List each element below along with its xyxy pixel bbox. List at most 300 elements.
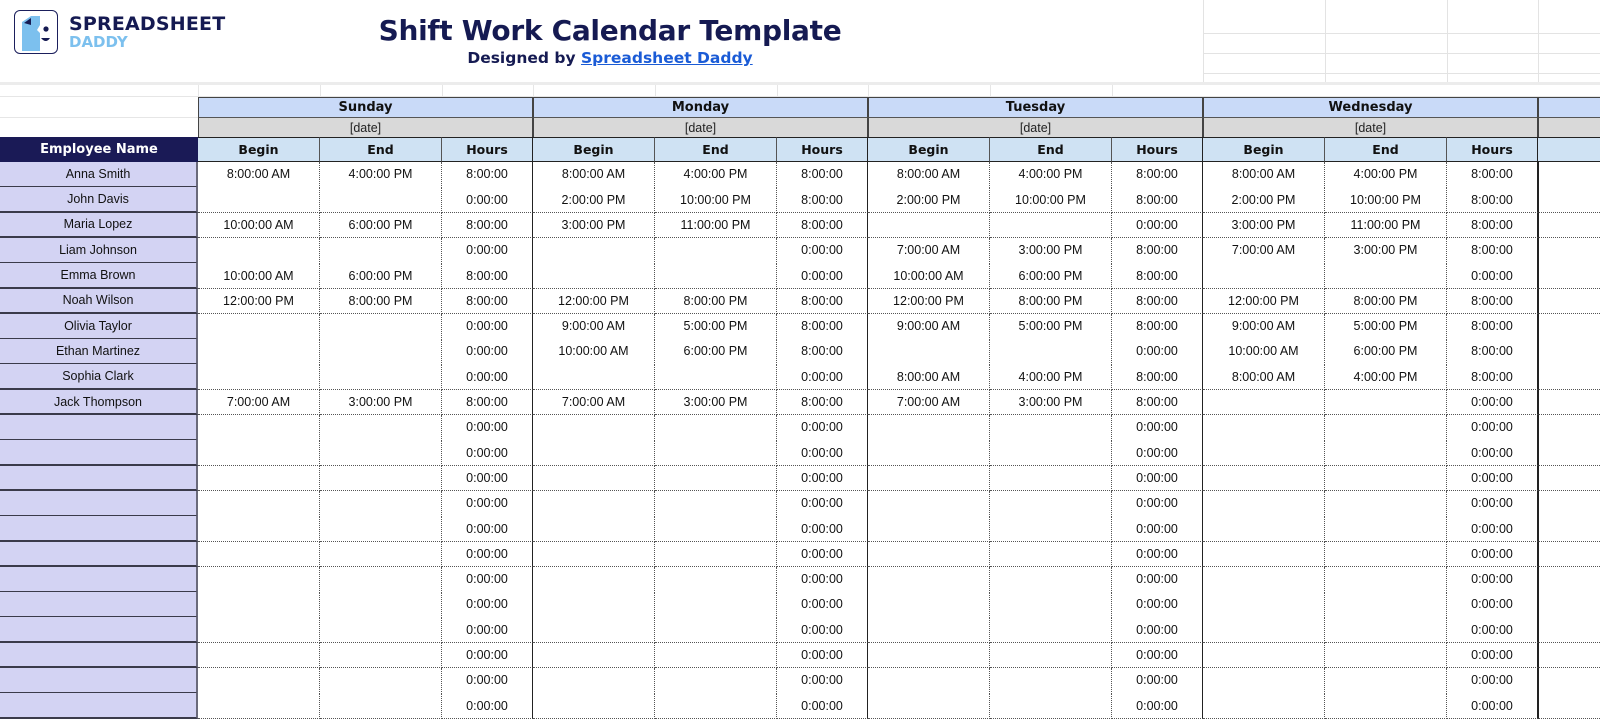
partial-cell[interactable] xyxy=(1538,238,1600,264)
employee-name-cell[interactable] xyxy=(0,567,198,593)
end-time-cell[interactable] xyxy=(1325,491,1447,517)
hours-cell[interactable]: 0:00:00 xyxy=(1112,466,1203,492)
end-time-cell[interactable] xyxy=(990,491,1112,517)
begin-time-cell[interactable] xyxy=(533,440,655,466)
employee-name-cell[interactable] xyxy=(0,592,198,618)
begin-time-cell[interactable] xyxy=(1203,491,1325,517)
begin-time-cell[interactable]: 2:00:00 PM xyxy=(868,187,990,213)
begin-time-cell[interactable]: 12:00:00 PM xyxy=(198,289,320,315)
employee-name-cell[interactable]: Maria Lopez xyxy=(0,213,198,239)
hours-cell[interactable]: 8:00:00 xyxy=(1447,238,1538,264)
end-time-cell[interactable] xyxy=(655,238,777,264)
hours-cell[interactable]: 0:00:00 xyxy=(442,693,533,719)
hours-cell[interactable]: 8:00:00 xyxy=(777,314,868,340)
begin-time-cell[interactable]: 12:00:00 PM xyxy=(868,289,990,315)
partial-cell[interactable] xyxy=(1538,440,1600,466)
employee-name-cell[interactable]: John Davis xyxy=(0,187,198,213)
end-time-cell[interactable] xyxy=(655,693,777,719)
hours-cell[interactable]: 0:00:00 xyxy=(1447,440,1538,466)
end-time-cell[interactable]: 10:00:00 PM xyxy=(990,187,1112,213)
begin-time-cell[interactable] xyxy=(868,592,990,618)
end-time-cell[interactable] xyxy=(1325,693,1447,719)
partial-cell[interactable] xyxy=(1538,693,1600,719)
begin-time-cell[interactable] xyxy=(868,567,990,593)
hours-cell[interactable]: 8:00:00 xyxy=(777,187,868,213)
hours-cell[interactable]: 0:00:00 xyxy=(1112,213,1203,239)
hours-cell[interactable]: 0:00:00 xyxy=(1447,516,1538,542)
begin-time-cell[interactable] xyxy=(1203,693,1325,719)
end-time-cell[interactable]: 8:00:00 PM xyxy=(990,289,1112,315)
begin-time-cell[interactable] xyxy=(1203,466,1325,492)
begin-time-cell[interactable]: 10:00:00 AM xyxy=(198,263,320,289)
end-time-cell[interactable] xyxy=(990,466,1112,492)
begin-time-cell[interactable]: 3:00:00 PM xyxy=(1203,213,1325,239)
begin-time-cell[interactable] xyxy=(198,617,320,643)
hours-cell[interactable]: 0:00:00 xyxy=(1112,516,1203,542)
hours-cell[interactable]: 0:00:00 xyxy=(777,440,868,466)
end-time-cell[interactable] xyxy=(655,263,777,289)
hours-cell[interactable]: 0:00:00 xyxy=(777,516,868,542)
end-time-cell[interactable]: 3:00:00 PM xyxy=(1325,238,1447,264)
hours-cell[interactable]: 0:00:00 xyxy=(777,567,868,593)
hours-cell[interactable]: 0:00:00 xyxy=(777,491,868,517)
hours-cell[interactable]: 8:00:00 xyxy=(777,289,868,315)
hours-cell[interactable]: 0:00:00 xyxy=(1112,415,1203,441)
begin-time-cell[interactable]: 7:00:00 AM xyxy=(198,390,320,416)
employee-name-cell[interactable]: Noah Wilson xyxy=(0,289,198,315)
end-time-cell[interactable] xyxy=(1325,617,1447,643)
end-time-cell[interactable] xyxy=(320,339,442,365)
day-header-monday[interactable]: Monday xyxy=(533,97,868,118)
hours-cell[interactable]: 8:00:00 xyxy=(1112,364,1203,390)
partial-cell[interactable] xyxy=(1538,567,1600,593)
hours-cell[interactable]: 0:00:00 xyxy=(1112,668,1203,694)
hours-cell[interactable]: 0:00:00 xyxy=(1447,415,1538,441)
begin-time-cell[interactable] xyxy=(198,314,320,340)
begin-time-cell[interactable]: 10:00:00 AM xyxy=(868,263,990,289)
end-time-cell[interactable] xyxy=(990,415,1112,441)
begin-time-cell[interactable]: 8:00:00 AM xyxy=(198,162,320,188)
hours-cell[interactable]: 0:00:00 xyxy=(1112,567,1203,593)
employee-name-cell[interactable] xyxy=(0,617,198,643)
hours-cell[interactable]: 0:00:00 xyxy=(777,592,868,618)
begin-time-cell[interactable]: 10:00:00 AM xyxy=(1203,339,1325,365)
hours-cell[interactable]: 0:00:00 xyxy=(777,364,868,390)
hours-cell[interactable]: 0:00:00 xyxy=(777,617,868,643)
partial-cell[interactable] xyxy=(1538,466,1600,492)
hours-cell[interactable]: 0:00:00 xyxy=(1447,466,1538,492)
end-time-cell[interactable]: 5:00:00 PM xyxy=(1325,314,1447,340)
hours-cell[interactable]: 8:00:00 xyxy=(1112,187,1203,213)
end-time-cell[interactable] xyxy=(320,617,442,643)
employee-name-cell[interactable]: Olivia Taylor xyxy=(0,314,198,340)
hours-cell[interactable]: 0:00:00 xyxy=(1447,390,1538,416)
begin-time-cell[interactable] xyxy=(533,542,655,568)
end-time-cell[interactable] xyxy=(320,314,442,340)
hours-cell[interactable]: 0:00:00 xyxy=(442,466,533,492)
end-time-cell[interactable]: 4:00:00 PM xyxy=(990,162,1112,188)
hours-cell[interactable]: 8:00:00 xyxy=(1447,213,1538,239)
hours-cell[interactable]: 8:00:00 xyxy=(1112,289,1203,315)
hours-cell[interactable]: 0:00:00 xyxy=(442,567,533,593)
end-time-cell[interactable] xyxy=(990,440,1112,466)
begin-time-cell[interactable] xyxy=(198,592,320,618)
begin-time-cell[interactable]: 7:00:00 AM xyxy=(868,390,990,416)
end-time-cell[interactable]: 3:00:00 PM xyxy=(320,390,442,416)
hours-cell[interactable]: 0:00:00 xyxy=(777,238,868,264)
begin-time-cell[interactable]: 10:00:00 AM xyxy=(198,213,320,239)
hours-cell[interactable]: 0:00:00 xyxy=(777,668,868,694)
begin-time-cell[interactable]: 2:00:00 PM xyxy=(533,187,655,213)
employee-name-cell[interactable] xyxy=(0,693,198,719)
begin-time-cell[interactable] xyxy=(1203,415,1325,441)
hours-cell[interactable]: 0:00:00 xyxy=(1112,440,1203,466)
end-time-cell[interactable] xyxy=(1325,567,1447,593)
begin-time-cell[interactable] xyxy=(1203,567,1325,593)
hours-cell[interactable]: 0:00:00 xyxy=(1112,491,1203,517)
hours-cell[interactable]: 0:00:00 xyxy=(1112,592,1203,618)
end-time-cell[interactable]: 3:00:00 PM xyxy=(655,390,777,416)
employee-name-cell[interactable]: Ethan Martinez xyxy=(0,339,198,365)
hours-cell[interactable]: 8:00:00 xyxy=(1112,162,1203,188)
end-time-cell[interactable]: 8:00:00 PM xyxy=(655,289,777,315)
end-time-cell[interactable]: 4:00:00 PM xyxy=(320,162,442,188)
end-time-cell[interactable] xyxy=(320,364,442,390)
end-time-cell[interactable] xyxy=(320,516,442,542)
end-time-cell[interactable]: 6:00:00 PM xyxy=(320,263,442,289)
begin-time-cell[interactable] xyxy=(533,263,655,289)
begin-time-cell[interactable] xyxy=(198,440,320,466)
end-time-cell[interactable] xyxy=(1325,643,1447,669)
begin-time-cell[interactable] xyxy=(1203,617,1325,643)
end-time-cell[interactable]: 3:00:00 PM xyxy=(990,238,1112,264)
begin-time-cell[interactable] xyxy=(198,491,320,517)
begin-time-cell[interactable] xyxy=(868,440,990,466)
end-time-cell[interactable] xyxy=(655,364,777,390)
begin-time-cell[interactable] xyxy=(198,668,320,694)
begin-time-cell[interactable] xyxy=(533,364,655,390)
partial-cell[interactable] xyxy=(1538,364,1600,390)
end-time-cell[interactable] xyxy=(1325,592,1447,618)
begin-time-cell[interactable] xyxy=(533,516,655,542)
end-time-cell[interactable]: 11:00:00 PM xyxy=(1325,213,1447,239)
partial-cell[interactable] xyxy=(1538,162,1600,188)
partial-cell[interactable] xyxy=(1538,491,1600,517)
begin-time-cell[interactable]: 12:00:00 PM xyxy=(533,289,655,315)
hours-cell[interactable]: 0:00:00 xyxy=(1447,668,1538,694)
partial-cell[interactable] xyxy=(1538,415,1600,441)
hours-cell[interactable]: 0:00:00 xyxy=(1447,263,1538,289)
partial-cell[interactable] xyxy=(1538,314,1600,340)
hours-cell[interactable]: 0:00:00 xyxy=(777,466,868,492)
employee-name-cell[interactable] xyxy=(0,491,198,517)
end-time-cell[interactable]: 4:00:00 PM xyxy=(655,162,777,188)
end-time-cell[interactable] xyxy=(655,643,777,669)
end-time-cell[interactable] xyxy=(1325,440,1447,466)
hours-cell[interactable]: 0:00:00 xyxy=(1112,643,1203,669)
employee-name-cell[interactable] xyxy=(0,668,198,694)
begin-time-cell[interactable] xyxy=(1203,516,1325,542)
end-time-cell[interactable] xyxy=(990,567,1112,593)
hours-cell[interactable]: 0:00:00 xyxy=(442,491,533,517)
employee-name-cell[interactable]: Jack Thompson xyxy=(0,390,198,416)
hours-cell[interactable]: 0:00:00 xyxy=(1447,592,1538,618)
begin-time-cell[interactable]: 8:00:00 AM xyxy=(533,162,655,188)
end-time-cell[interactable] xyxy=(320,415,442,441)
end-time-cell[interactable]: 5:00:00 PM xyxy=(655,314,777,340)
hours-cell[interactable]: 8:00:00 xyxy=(1447,364,1538,390)
partial-cell[interactable] xyxy=(1538,592,1600,618)
employee-name-cell[interactable]: Sophia Clark xyxy=(0,364,198,390)
end-time-cell[interactable] xyxy=(990,339,1112,365)
hours-cell[interactable]: 0:00:00 xyxy=(442,415,533,441)
begin-time-cell[interactable] xyxy=(1203,643,1325,669)
hours-cell[interactable]: 8:00:00 xyxy=(777,213,868,239)
begin-time-cell[interactable]: 10:00:00 AM xyxy=(533,339,655,365)
end-time-cell[interactable] xyxy=(990,617,1112,643)
begin-time-cell[interactable] xyxy=(198,339,320,365)
begin-time-cell[interactable]: 7:00:00 AM xyxy=(1203,238,1325,264)
end-time-cell[interactable] xyxy=(990,668,1112,694)
hours-cell[interactable]: 8:00:00 xyxy=(442,289,533,315)
end-time-cell[interactable] xyxy=(990,592,1112,618)
day-header-tuesday[interactable]: Tuesday xyxy=(868,97,1203,118)
employee-name-cell[interactable]: Liam Johnson xyxy=(0,238,198,264)
begin-time-cell[interactable] xyxy=(198,187,320,213)
begin-time-cell[interactable] xyxy=(198,643,320,669)
partial-cell[interactable] xyxy=(1538,390,1600,416)
hours-cell[interactable]: 0:00:00 xyxy=(442,516,533,542)
begin-time-cell[interactable] xyxy=(868,643,990,669)
hours-cell[interactable]: 0:00:00 xyxy=(442,339,533,365)
begin-time-cell[interactable] xyxy=(198,364,320,390)
end-time-cell[interactable] xyxy=(1325,390,1447,416)
hours-cell[interactable]: 0:00:00 xyxy=(442,187,533,213)
partial-cell[interactable] xyxy=(1538,542,1600,568)
begin-time-cell[interactable] xyxy=(1203,390,1325,416)
end-time-cell[interactable] xyxy=(320,567,442,593)
end-time-cell[interactable]: 4:00:00 PM xyxy=(1325,364,1447,390)
end-time-cell[interactable] xyxy=(320,466,442,492)
hours-cell[interactable]: 0:00:00 xyxy=(1112,693,1203,719)
begin-time-cell[interactable] xyxy=(533,643,655,669)
end-time-cell[interactable] xyxy=(1325,668,1447,694)
end-time-cell[interactable] xyxy=(655,516,777,542)
begin-time-cell[interactable] xyxy=(868,213,990,239)
begin-time-cell[interactable] xyxy=(533,491,655,517)
begin-time-cell[interactable]: 9:00:00 AM xyxy=(1203,314,1325,340)
end-time-cell[interactable] xyxy=(655,440,777,466)
partial-cell[interactable] xyxy=(1538,289,1600,315)
partial-cell[interactable] xyxy=(1538,263,1600,289)
hours-cell[interactable]: 0:00:00 xyxy=(1112,339,1203,365)
end-time-cell[interactable] xyxy=(1325,466,1447,492)
hours-cell[interactable]: 0:00:00 xyxy=(442,668,533,694)
end-time-cell[interactable]: 6:00:00 PM xyxy=(655,339,777,365)
begin-time-cell[interactable] xyxy=(868,415,990,441)
begin-time-cell[interactable] xyxy=(533,668,655,694)
begin-time-cell[interactable] xyxy=(198,516,320,542)
partial-cell[interactable] xyxy=(1538,213,1600,239)
end-time-cell[interactable] xyxy=(320,693,442,719)
begin-time-cell[interactable]: 8:00:00 AM xyxy=(868,162,990,188)
begin-time-cell[interactable] xyxy=(868,491,990,517)
hours-cell[interactable]: 8:00:00 xyxy=(777,390,868,416)
end-time-cell[interactable] xyxy=(655,567,777,593)
begin-time-cell[interactable] xyxy=(198,415,320,441)
begin-time-cell[interactable] xyxy=(533,415,655,441)
end-time-cell[interactable]: 10:00:00 PM xyxy=(1325,187,1447,213)
end-time-cell[interactable] xyxy=(655,491,777,517)
begin-time-cell[interactable] xyxy=(868,693,990,719)
end-time-cell[interactable] xyxy=(990,213,1112,239)
hours-cell[interactable]: 0:00:00 xyxy=(442,617,533,643)
begin-time-cell[interactable]: 9:00:00 AM xyxy=(868,314,990,340)
hours-cell[interactable]: 8:00:00 xyxy=(1447,314,1538,340)
end-time-cell[interactable]: 6:00:00 PM xyxy=(990,263,1112,289)
hours-cell[interactable]: 8:00:00 xyxy=(777,162,868,188)
end-time-cell[interactable] xyxy=(990,516,1112,542)
begin-time-cell[interactable] xyxy=(533,617,655,643)
day-header-wednesday[interactable]: Wednesday xyxy=(1203,97,1538,118)
end-time-cell[interactable]: 4:00:00 PM xyxy=(990,364,1112,390)
hours-cell[interactable]: 8:00:00 xyxy=(442,213,533,239)
hours-cell[interactable]: 8:00:00 xyxy=(442,162,533,188)
end-time-cell[interactable]: 8:00:00 PM xyxy=(320,289,442,315)
begin-time-cell[interactable] xyxy=(868,466,990,492)
employee-name-cell[interactable] xyxy=(0,643,198,669)
hours-cell[interactable]: 0:00:00 xyxy=(1447,643,1538,669)
begin-time-cell[interactable]: 8:00:00 AM xyxy=(1203,162,1325,188)
spreadsheet-daddy-link[interactable]: Spreadsheet Daddy xyxy=(580,49,753,67)
hours-cell[interactable]: 8:00:00 xyxy=(442,263,533,289)
begin-time-cell[interactable] xyxy=(1203,542,1325,568)
begin-time-cell[interactable] xyxy=(533,693,655,719)
hours-cell[interactable]: 8:00:00 xyxy=(1112,390,1203,416)
end-time-cell[interactable] xyxy=(655,592,777,618)
end-time-cell[interactable] xyxy=(320,440,442,466)
hours-cell[interactable]: 8:00:00 xyxy=(1447,289,1538,315)
hours-cell[interactable]: 8:00:00 xyxy=(1447,339,1538,365)
hours-cell[interactable]: 8:00:00 xyxy=(1447,162,1538,188)
end-time-cell[interactable] xyxy=(320,542,442,568)
end-time-cell[interactable]: 11:00:00 PM xyxy=(655,213,777,239)
hours-cell[interactable]: 0:00:00 xyxy=(777,263,868,289)
begin-time-cell[interactable] xyxy=(533,466,655,492)
end-time-cell[interactable]: 3:00:00 PM xyxy=(990,390,1112,416)
begin-time-cell[interactable] xyxy=(198,542,320,568)
day-header-sunday[interactable]: Sunday xyxy=(198,97,533,118)
end-time-cell[interactable] xyxy=(1325,263,1447,289)
end-time-cell[interactable] xyxy=(320,187,442,213)
begin-time-cell[interactable] xyxy=(868,542,990,568)
employee-name-cell[interactable] xyxy=(0,440,198,466)
begin-time-cell[interactable] xyxy=(868,617,990,643)
begin-time-cell[interactable]: 7:00:00 AM xyxy=(868,238,990,264)
begin-time-cell[interactable] xyxy=(533,567,655,593)
hours-cell[interactable]: 0:00:00 xyxy=(442,643,533,669)
begin-time-cell[interactable]: 3:00:00 PM xyxy=(533,213,655,239)
date-cell[interactable]: [date] xyxy=(1203,118,1538,137)
hours-cell[interactable]: 0:00:00 xyxy=(777,415,868,441)
employee-name-cell[interactable]: Emma Brown xyxy=(0,263,198,289)
end-time-cell[interactable] xyxy=(655,617,777,643)
hours-cell[interactable]: 0:00:00 xyxy=(442,592,533,618)
end-time-cell[interactable] xyxy=(990,643,1112,669)
begin-time-cell[interactable] xyxy=(1203,263,1325,289)
hours-cell[interactable]: 0:00:00 xyxy=(1447,693,1538,719)
begin-time-cell[interactable] xyxy=(1203,592,1325,618)
hours-cell[interactable]: 8:00:00 xyxy=(1112,263,1203,289)
hours-cell[interactable]: 0:00:00 xyxy=(442,314,533,340)
begin-time-cell[interactable] xyxy=(533,238,655,264)
date-cell[interactable]: [date] xyxy=(533,118,868,137)
hours-cell[interactable]: 8:00:00 xyxy=(1112,314,1203,340)
begin-time-cell[interactable]: 9:00:00 AM xyxy=(533,314,655,340)
end-time-cell[interactable] xyxy=(655,542,777,568)
end-time-cell[interactable] xyxy=(320,491,442,517)
partial-cell[interactable] xyxy=(1538,187,1600,213)
end-time-cell[interactable]: 6:00:00 PM xyxy=(1325,339,1447,365)
end-time-cell[interactable] xyxy=(655,668,777,694)
end-time-cell[interactable]: 5:00:00 PM xyxy=(990,314,1112,340)
end-time-cell[interactable] xyxy=(990,542,1112,568)
date-cell[interactable]: [date] xyxy=(198,118,533,137)
partial-cell[interactable] xyxy=(1538,668,1600,694)
end-time-cell[interactable] xyxy=(655,466,777,492)
end-time-cell[interactable]: 10:00:00 PM xyxy=(655,187,777,213)
end-time-cell[interactable] xyxy=(1325,516,1447,542)
begin-time-cell[interactable] xyxy=(198,693,320,719)
end-time-cell[interactable] xyxy=(990,693,1112,719)
hours-cell[interactable]: 8:00:00 xyxy=(1447,187,1538,213)
end-time-cell[interactable]: 6:00:00 PM xyxy=(320,213,442,239)
begin-time-cell[interactable] xyxy=(198,466,320,492)
begin-time-cell[interactable] xyxy=(198,567,320,593)
begin-time-cell[interactable] xyxy=(868,339,990,365)
hours-cell[interactable]: 0:00:00 xyxy=(777,643,868,669)
end-time-cell[interactable]: 8:00:00 PM xyxy=(1325,289,1447,315)
partial-cell[interactable] xyxy=(1538,516,1600,542)
hours-cell[interactable]: 8:00:00 xyxy=(777,339,868,365)
hours-cell[interactable]: 0:00:00 xyxy=(442,238,533,264)
begin-time-cell[interactable]: 8:00:00 AM xyxy=(868,364,990,390)
date-cell[interactable]: [date] xyxy=(868,118,1203,137)
end-time-cell[interactable]: 4:00:00 PM xyxy=(1325,162,1447,188)
begin-time-cell[interactable]: 12:00:00 PM xyxy=(1203,289,1325,315)
end-time-cell[interactable] xyxy=(320,643,442,669)
hours-cell[interactable]: 8:00:00 xyxy=(1112,238,1203,264)
hours-cell[interactable]: 0:00:00 xyxy=(1447,491,1538,517)
end-time-cell[interactable] xyxy=(320,238,442,264)
hours-cell[interactable]: 0:00:00 xyxy=(1447,542,1538,568)
hours-cell[interactable]: 0:00:00 xyxy=(1447,567,1538,593)
employee-name-cell[interactable] xyxy=(0,415,198,441)
end-time-cell[interactable] xyxy=(320,592,442,618)
hours-cell[interactable]: 0:00:00 xyxy=(442,440,533,466)
hours-cell[interactable]: 0:00:00 xyxy=(1112,617,1203,643)
employee-name-cell[interactable] xyxy=(0,516,198,542)
employee-name-cell[interactable] xyxy=(0,542,198,568)
partial-cell[interactable] xyxy=(1538,643,1600,669)
partial-cell[interactable] xyxy=(1538,617,1600,643)
begin-time-cell[interactable] xyxy=(1203,440,1325,466)
employee-name-cell[interactable] xyxy=(0,466,198,492)
hours-cell[interactable]: 0:00:00 xyxy=(777,693,868,719)
begin-time-cell[interactable]: 7:00:00 AM xyxy=(533,390,655,416)
hours-cell[interactable]: 0:00:00 xyxy=(442,542,533,568)
begin-time-cell[interactable] xyxy=(868,516,990,542)
